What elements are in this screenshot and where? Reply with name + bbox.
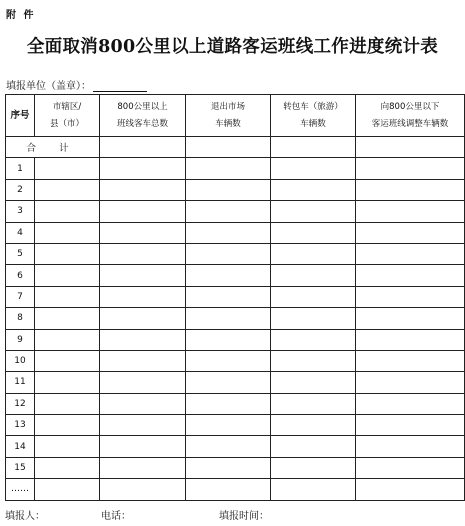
table-cell <box>35 201 100 222</box>
table-cell <box>186 436 271 457</box>
header-adjust-under-800: 向800公里以下 客运班线调整车辆数 <box>356 95 465 137</box>
table-row <box>6 436 465 457</box>
table-cell <box>35 179 100 200</box>
table-cell <box>100 436 186 457</box>
table-cell <box>35 350 100 371</box>
footer-phone-label: 电话： <box>101 511 131 522</box>
table-cell <box>271 393 356 414</box>
table-cell <box>356 308 465 329</box>
table-row <box>6 158 465 179</box>
table-cell <box>100 372 186 393</box>
fill-unit-label: 填报单位（盖章）： <box>6 81 91 92</box>
table-cell <box>100 137 186 158</box>
table-row <box>6 415 465 436</box>
header-total-buses: 800公里以上 班线客车总数 <box>100 95 186 137</box>
table-cell <box>186 479 271 500</box>
table-cell <box>35 436 100 457</box>
footer-fill-time-label: 填报时间： <box>219 511 269 522</box>
table-cell <box>186 393 271 414</box>
total-row <box>6 137 465 158</box>
table-cell <box>356 286 465 307</box>
table-cell <box>35 158 100 179</box>
row-number: 4 <box>6 222 35 243</box>
table-cell <box>100 286 186 307</box>
table-cell <box>356 222 465 243</box>
table-cell <box>35 415 100 436</box>
table-cell <box>100 222 186 243</box>
table-cell <box>271 201 356 222</box>
table-cell <box>35 479 100 500</box>
table-cell <box>356 137 465 158</box>
table-cell <box>271 243 356 264</box>
table-cell <box>100 329 186 350</box>
table-cell <box>186 350 271 371</box>
row-number: 14 <box>6 436 35 457</box>
table-cell <box>186 137 271 158</box>
table-header-row <box>6 95 465 137</box>
table-cell <box>35 265 100 286</box>
table-cell <box>356 158 465 179</box>
table-cell <box>100 393 186 414</box>
table-cell <box>186 265 271 286</box>
row-number: 10 <box>6 350 35 371</box>
row-number: 6 <box>6 265 35 286</box>
table-cell <box>356 479 465 500</box>
table-cell <box>356 393 465 414</box>
row-number: 9 <box>6 329 35 350</box>
table-cell <box>35 286 100 307</box>
table-cell <box>271 137 356 158</box>
table-row <box>6 308 465 329</box>
table-cell <box>100 457 186 478</box>
progress-statistics-table <box>5 94 465 501</box>
table-cell <box>186 158 271 179</box>
table-cell <box>35 308 100 329</box>
table-row <box>6 329 465 350</box>
table-cell <box>271 415 356 436</box>
table-cell <box>35 457 100 478</box>
table-cell <box>100 308 186 329</box>
table-cell <box>271 436 356 457</box>
row-number: 2 <box>6 179 35 200</box>
table-cell <box>186 457 271 478</box>
fill-unit-row <box>6 77 147 92</box>
table-cell <box>100 350 186 371</box>
table-cell <box>271 222 356 243</box>
row-number: 5 <box>6 243 35 264</box>
table-cell <box>356 350 465 371</box>
fill-unit-blank-line <box>93 80 147 92</box>
header-exit-market: 退出市场 车辆数 <box>186 95 271 137</box>
table-cell <box>271 179 356 200</box>
table-cell <box>100 179 186 200</box>
table-cell <box>271 479 356 500</box>
table-row <box>6 265 465 286</box>
row-number: 12 <box>6 393 35 414</box>
table-cell <box>100 479 186 500</box>
table-cell <box>271 457 356 478</box>
table-cell <box>271 286 356 307</box>
table-row <box>6 372 465 393</box>
table-cell <box>271 265 356 286</box>
table-cell <box>356 179 465 200</box>
table-cell <box>35 393 100 414</box>
table-cell <box>356 372 465 393</box>
table-cell <box>356 265 465 286</box>
total-label: 合 计 <box>6 137 100 158</box>
page-title: 全面取消800公里以上道路客运班线工作进度统计表 <box>26 37 439 57</box>
table-row <box>6 393 465 414</box>
table-cell <box>100 415 186 436</box>
table-cell <box>100 158 186 179</box>
table-cell <box>356 201 465 222</box>
table-row <box>6 457 465 478</box>
table-cell <box>186 329 271 350</box>
table-row <box>6 286 465 307</box>
table-cell <box>356 415 465 436</box>
table-cell <box>271 308 356 329</box>
table-cell <box>186 308 271 329</box>
table-cell <box>271 329 356 350</box>
table-cell <box>356 457 465 478</box>
table-row <box>6 179 465 200</box>
table-cell <box>186 415 271 436</box>
table-row <box>6 201 465 222</box>
table-cell <box>356 436 465 457</box>
table-cell <box>271 158 356 179</box>
table-row-ellipsis <box>6 479 465 500</box>
row-number: 15 <box>6 457 35 478</box>
table-cell <box>35 222 100 243</box>
header-charter-tourism: 转包车（旅游） 车辆数 <box>271 95 356 137</box>
table-cell <box>35 243 100 264</box>
table-cell <box>35 329 100 350</box>
attachment-label: 附 件 <box>6 10 36 21</box>
table-cell <box>186 201 271 222</box>
table-cell <box>356 329 465 350</box>
row-number: 3 <box>6 201 35 222</box>
table-cell <box>356 243 465 264</box>
table-row <box>6 222 465 243</box>
table-cell <box>271 372 356 393</box>
row-number: 7 <box>6 286 35 307</box>
table-cell <box>186 222 271 243</box>
table-cell <box>186 179 271 200</box>
table-cell <box>100 265 186 286</box>
table-cell <box>100 243 186 264</box>
footer-filler-label: 填报人： <box>5 511 45 522</box>
table-row <box>6 350 465 371</box>
table-row <box>6 243 465 264</box>
header-district-county: 市辖区/ 县（市） <box>35 95 100 137</box>
table-cell <box>100 201 186 222</box>
row-number: 8 <box>6 308 35 329</box>
table-cell <box>271 350 356 371</box>
table-cell <box>186 372 271 393</box>
table-cell <box>35 372 100 393</box>
row-number: 13 <box>6 415 35 436</box>
header-serial-number: 序号 <box>6 95 35 137</box>
row-number: 1 <box>6 158 35 179</box>
table-cell <box>186 286 271 307</box>
row-number: …… <box>6 479 35 500</box>
row-number: 11 <box>6 372 35 393</box>
table-cell <box>186 243 271 264</box>
